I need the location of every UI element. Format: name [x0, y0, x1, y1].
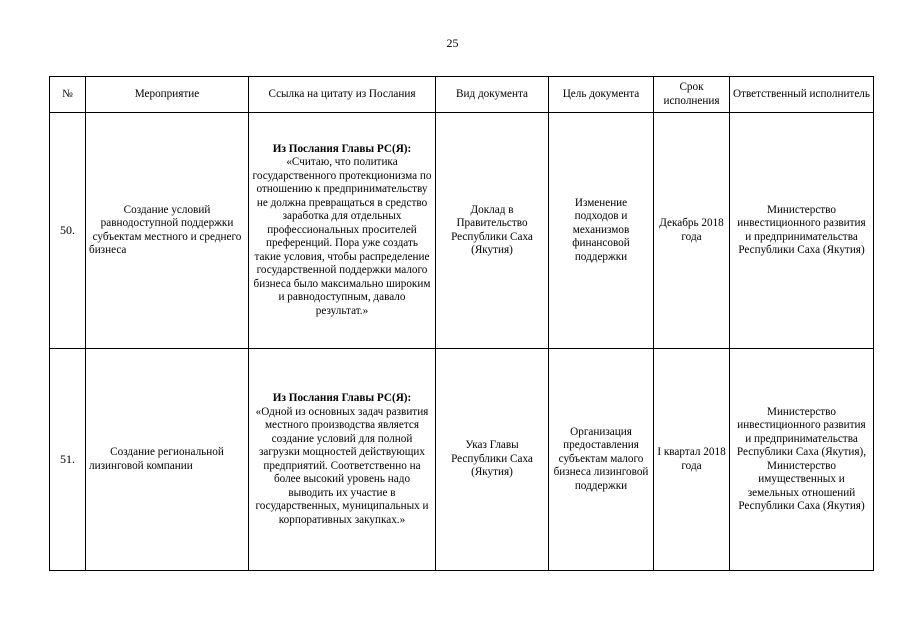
header-num: №: [50, 77, 86, 113]
row-quote: [249, 349, 436, 571]
table-header-row: [50, 77, 874, 113]
table-row: [50, 113, 874, 349]
row-event: Создание региональной лизинговой компании: [86, 349, 249, 571]
row-doc-goal: Изменение подходов и механизмов финансовой поддержки: [549, 113, 654, 349]
row-number: 50.: [50, 113, 86, 349]
header-event: Мероприятие: [86, 77, 249, 113]
quote-heading: Из Послания Главы РС(Я):: [272, 392, 412, 404]
quote-text: «Считаю, что политика государственного протекционизма по отношению к предпринимательству не должна превращаться в средство заработка для отдельных профессиональных просителей преференций. Пора уже создать такие условия, чтобы распределение государственной поддержки малого бизнеса было максимально широким и равнодоступным, давало результат.»: [252, 156, 432, 317]
action-plan-table: [49, 76, 874, 571]
row-doc-type: Указ Главы Республики Саха (Якутия): [436, 349, 549, 571]
row-doc-goal: Организация предоставления субъектам малого бизнеса лизинговой поддержки: [549, 349, 654, 571]
quote-heading: Из Послания Главы РС(Я):: [272, 142, 412, 155]
header-deadline: Срок исполнения: [654, 77, 730, 113]
row-deadline: I квартал 2018 года: [654, 349, 730, 571]
header-doc-type: Вид документа: [436, 77, 549, 113]
row-responsible: Министерство инвестиционного развития и предпринимательства Республики Саха (Якутия), Министерство имущественных и земельных отношений Республики Саха (Якутия): [730, 349, 874, 571]
row-number: 51.: [50, 349, 86, 571]
page-number: 25: [446, 36, 459, 50]
header-quote: Ссылка на цитату из Послания: [249, 77, 436, 113]
table-row: [50, 349, 874, 571]
quote-text: «Одной из основных задач развития местного производства является создание условий для полной загрузки мощностей действующих предприятий. Соответственно на более высокий уровень надо выводить их участие в государственных, муниципальных и корпоративных закупках.»: [255, 405, 429, 526]
header-doc-goal: Цель документа: [549, 77, 654, 113]
row-deadline: Декабрь 2018 года: [654, 113, 730, 349]
row-responsible: Министерство инвестиционного развития и предпринимательства Республики Саха (Якутия): [730, 113, 874, 349]
row-doc-type: Доклад в Правительство Республики Саха (Якутия): [436, 113, 549, 349]
header-responsible: Ответственный исполнитель: [730, 77, 874, 113]
row-event: Создание условий равнодоступной поддержки субъектам местного и среднего бизнеса: [86, 113, 249, 349]
row-quote: [249, 113, 436, 349]
